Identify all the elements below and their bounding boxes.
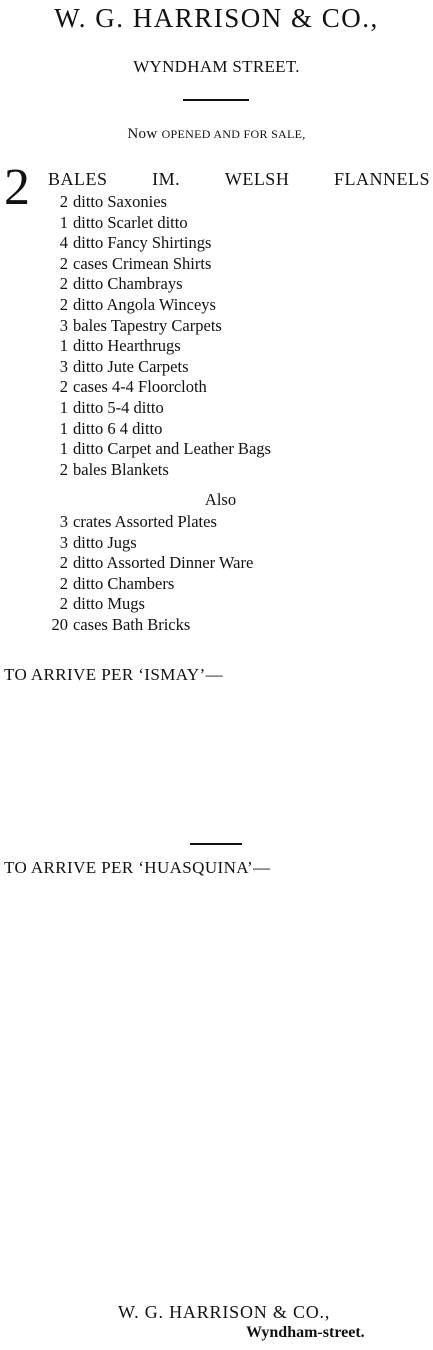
firm-title: W. G. HARRISON & CO., xyxy=(54,3,379,33)
item-description: ditto Fancy Shirtings xyxy=(73,233,212,253)
item-quantity: 1 xyxy=(59,212,68,232)
list-item xyxy=(48,336,181,356)
item-description: ditto Hearthrugs xyxy=(73,336,181,356)
item-description: ditto 5-4 ditto xyxy=(73,398,164,417)
list-item xyxy=(48,398,164,418)
item-quantity: 2 xyxy=(59,459,68,479)
item-description: ditto Chambrays xyxy=(73,274,183,294)
item-description: ditto Jugs xyxy=(73,532,137,552)
list-item xyxy=(48,553,253,573)
item-quantity: 2 xyxy=(59,295,68,314)
divider-rule xyxy=(183,99,249,101)
dropcap-numeral: 2 xyxy=(4,159,30,216)
item-quantity: 2 xyxy=(59,594,68,614)
item-description: crates Assorted Plates xyxy=(73,512,217,531)
list-item xyxy=(48,295,216,315)
item-description: ditto Assorted Dinner Ware xyxy=(73,553,254,573)
divider-rule xyxy=(190,843,242,845)
list-item xyxy=(48,439,271,459)
street-heading: WYNDHAM STREET. xyxy=(133,57,300,76)
list-item xyxy=(48,419,162,439)
item-quantity: 2 xyxy=(59,573,68,593)
item-quantity: 20 xyxy=(51,615,68,634)
list-item xyxy=(48,316,222,336)
item-quantity: 1 xyxy=(59,418,68,438)
item-quantity: 2 xyxy=(59,274,68,294)
item-quantity: 2 xyxy=(59,192,68,211)
headline-word: IM. xyxy=(152,169,181,189)
item-description: bales Blankets xyxy=(73,459,169,479)
headline-word: BALES xyxy=(48,169,108,189)
item-description: ditto Chambers xyxy=(73,573,175,593)
item-quantity: 3 xyxy=(59,315,68,335)
list-item xyxy=(48,615,190,635)
list-item xyxy=(48,192,167,212)
item-description: ditto Jute Carpets xyxy=(73,356,189,376)
signature-firm: W. G. HARRISON & CO., xyxy=(118,1302,331,1322)
item-quantity: 1 xyxy=(59,439,68,459)
list-item xyxy=(48,594,145,614)
opened-lead: Now xyxy=(127,126,158,142)
item-description: ditto Carpet and Leather Bags xyxy=(73,439,271,459)
item-quantity: 1 xyxy=(59,336,68,356)
headline-item xyxy=(48,169,430,190)
item-quantity: 4 xyxy=(59,233,68,253)
opened-rest: OPENED AND FOR SALE, xyxy=(161,127,306,141)
list-item xyxy=(48,274,183,294)
item-description: ditto Mugs xyxy=(73,594,145,614)
item-description: cases Bath Bricks xyxy=(73,615,191,634)
item-description: ditto 6 4 ditto xyxy=(73,418,163,438)
list-item xyxy=(48,357,188,377)
headline-word: WELSH xyxy=(224,169,290,189)
headline-word: FLANNELS xyxy=(333,169,430,189)
list-item xyxy=(48,460,169,480)
list-item xyxy=(48,377,207,397)
item-quantity: 2 xyxy=(59,253,68,273)
list-item xyxy=(48,213,188,233)
section-heading-huasquina: TO ARRIVE PER ‘HUASQUINA’— xyxy=(4,858,271,877)
list-item xyxy=(48,233,211,253)
also-label: Also xyxy=(204,490,237,509)
list-item xyxy=(48,254,211,274)
item-quantity: 3 xyxy=(59,356,68,376)
item-description: cases Crimean Shirts xyxy=(73,253,212,273)
item-quantity: 1 xyxy=(59,398,68,417)
item-description: ditto Saxonies xyxy=(73,192,167,211)
item-quantity: 3 xyxy=(59,512,68,531)
list-item xyxy=(48,574,174,594)
signature-street: Wyndham-street. xyxy=(246,1324,365,1341)
list-item xyxy=(48,533,137,553)
item-description: bales Tapestry Carpets xyxy=(73,315,222,335)
item-description: cases 4-4 Floorcloth xyxy=(73,377,207,397)
item-description: ditto Scarlet ditto xyxy=(73,212,188,232)
opened-notice xyxy=(0,126,433,143)
item-quantity: 3 xyxy=(59,532,68,552)
section-heading-ismay: TO ARRIVE PER ‘ISMAY’— xyxy=(4,665,223,684)
list-item xyxy=(48,512,217,532)
item-quantity: 2 xyxy=(59,377,68,397)
item-quantity: 2 xyxy=(59,553,68,573)
item-description: ditto Angola Winceys xyxy=(73,295,216,314)
